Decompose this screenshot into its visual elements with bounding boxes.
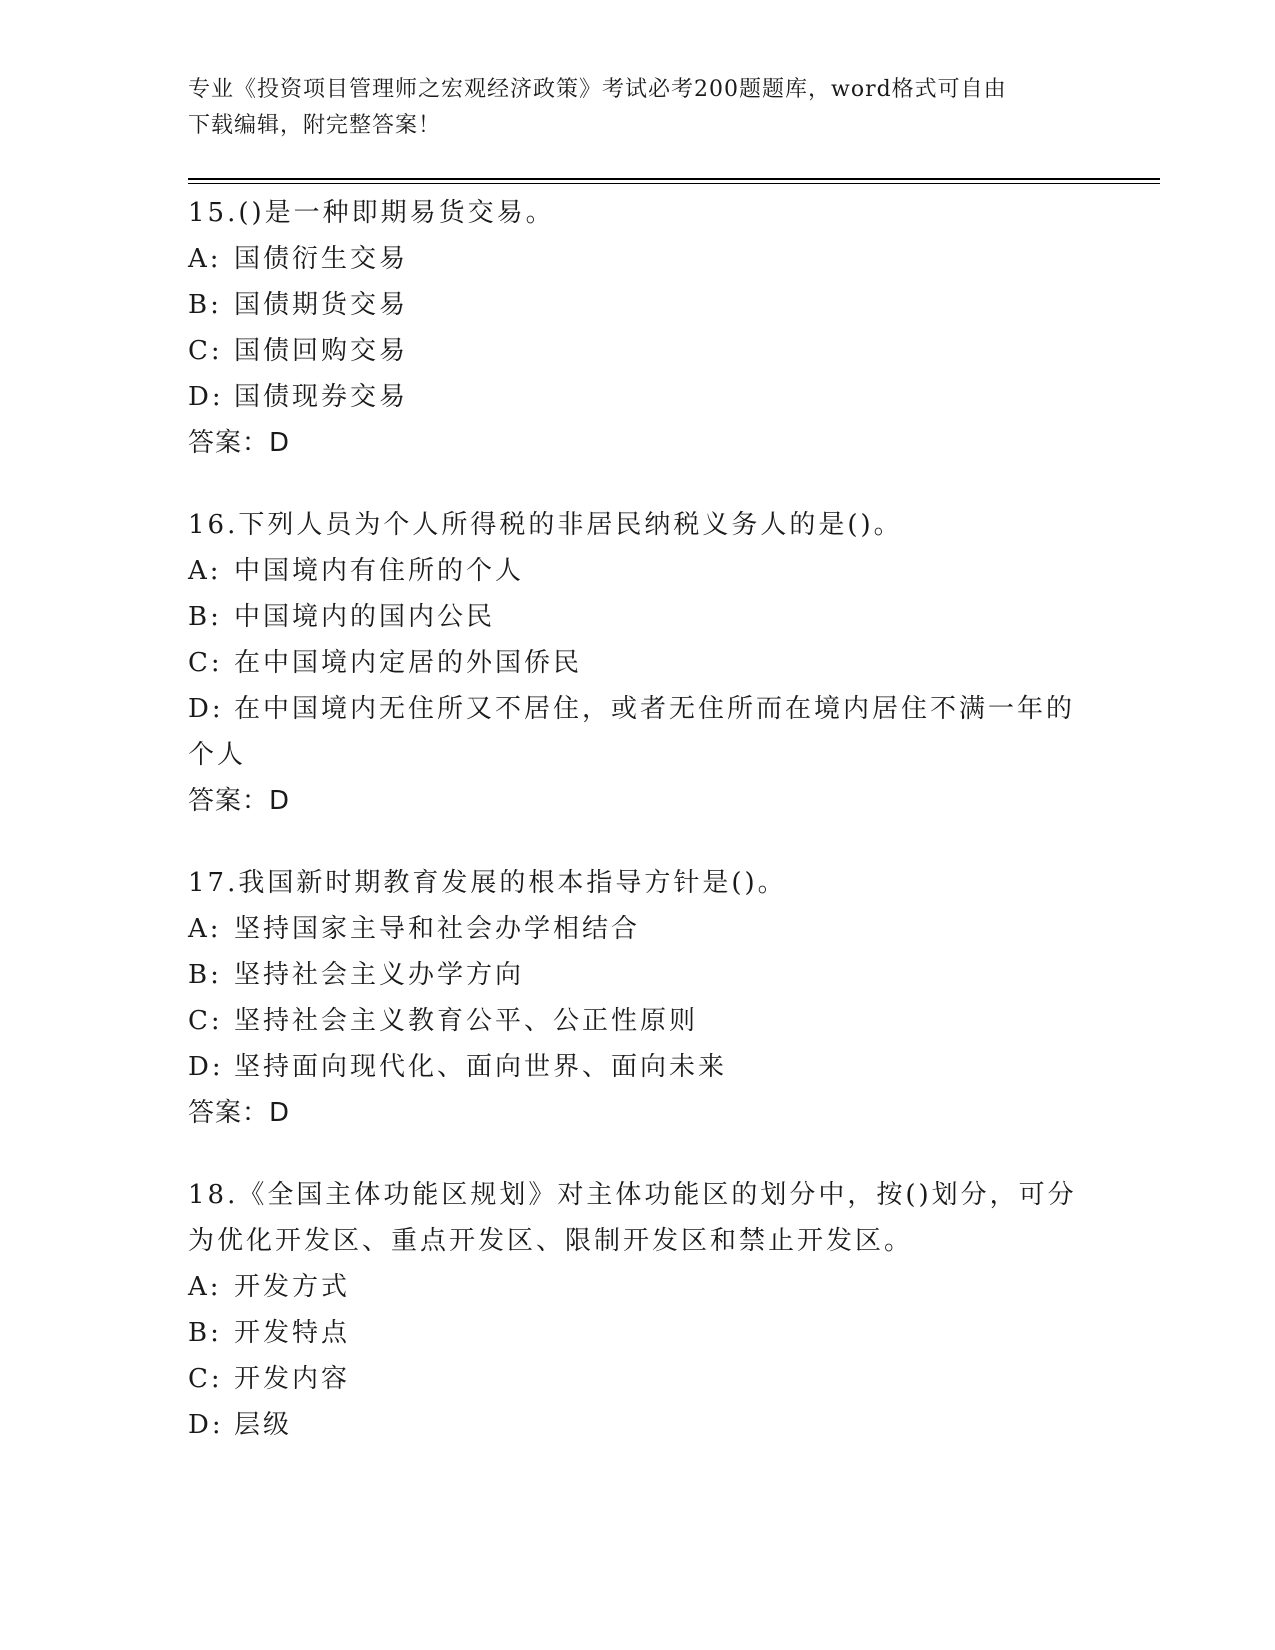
option-a: [188, 548, 1088, 594]
option-c: [188, 998, 1088, 1044]
option-key: C:: [188, 336, 223, 366]
option-text: 在中国境内无住所又不居住，或者无住所而在境内居住不满一年的个人: [188, 694, 1076, 770]
option-key: A:: [188, 244, 222, 274]
option-text: 在中国境内定居的外国侨民: [234, 648, 583, 678]
option-key: B:: [188, 960, 222, 990]
header-line-2: 下载编辑，附完整答案！: [188, 113, 442, 138]
option-key: C:: [188, 1006, 223, 1036]
option-text: 中国境内的国内公民: [234, 602, 496, 632]
option-key: B:: [188, 1318, 222, 1348]
option-key: D:: [188, 694, 224, 724]
option-text: 国债期货交易: [234, 290, 409, 320]
option-a: [188, 906, 1088, 952]
option-text: 国债回购交易: [234, 336, 409, 366]
option-text: 国债衍生交易: [234, 244, 409, 274]
option-text: 国债现券交易: [234, 382, 409, 412]
option-d: [188, 686, 1088, 778]
question-stem: 16.下列人员为个人所得税的非居民纳税义务人的是()。: [188, 510, 903, 540]
question-list: [188, 190, 1088, 1484]
question-18: [188, 1172, 1088, 1448]
option-key: C:: [188, 648, 223, 678]
document-header: [188, 72, 1088, 144]
question-stem: 15.()是一种即期易货交易。: [188, 198, 555, 228]
option-key: A:: [188, 1272, 222, 1302]
question-17: [188, 860, 1088, 1136]
option-c: [188, 328, 1088, 374]
option-b: [188, 952, 1088, 998]
option-b: [188, 594, 1088, 640]
answer-line: 答案：D: [188, 428, 291, 458]
option-key: D:: [188, 1410, 224, 1440]
option-text: 坚持社会主义教育公平、公正性原则: [234, 1006, 699, 1036]
option-b: [188, 1310, 1088, 1356]
option-d: [188, 374, 1088, 420]
option-key: B:: [188, 290, 222, 320]
option-a: [188, 1264, 1088, 1310]
option-d: [188, 1402, 1088, 1448]
option-key: D:: [188, 1052, 224, 1082]
question-stem: 17.我国新时期教育发展的根本指导方针是()。: [188, 868, 787, 898]
option-d: [188, 1044, 1088, 1090]
option-text: 中国境内有住所的个人: [234, 556, 525, 586]
answer-line: 答案：D: [188, 1098, 291, 1128]
option-key: C:: [188, 1364, 223, 1394]
question-stem: 18.《全国主体功能区规划》对主体功能区的划分中，按()划分，可分为优化开发区、重点开发区、限制开发区和禁止开发区。: [188, 1180, 1077, 1256]
option-key: D:: [188, 382, 224, 412]
header-rule-thick: [188, 178, 1160, 180]
question-15: [188, 190, 1088, 466]
option-a: [188, 236, 1088, 282]
option-key: B:: [188, 602, 222, 632]
option-text: 开发内容: [234, 1364, 351, 1394]
header-line-1: 专业《投资项目管理师之宏观经济政策》考试必考200题题库，word格式可自由: [188, 77, 1007, 102]
answer-line: 答案：D: [188, 786, 291, 816]
option-text: 开发方式: [234, 1272, 351, 1302]
option-key: A:: [188, 556, 222, 586]
header-rule-thin: [188, 183, 1160, 184]
option-text: 坚持社会主义办学方向: [234, 960, 525, 990]
option-c: [188, 1356, 1088, 1402]
option-text: 层级: [234, 1410, 293, 1440]
option-c: [188, 640, 1088, 686]
option-text: 开发特点: [234, 1318, 351, 1348]
option-key: A:: [188, 914, 222, 944]
question-16: [188, 502, 1088, 824]
option-text: 坚持面向现代化、面向世界、面向未来: [234, 1052, 728, 1082]
option-text: 坚持国家主导和社会办学相结合: [234, 914, 641, 944]
option-b: [188, 282, 1088, 328]
